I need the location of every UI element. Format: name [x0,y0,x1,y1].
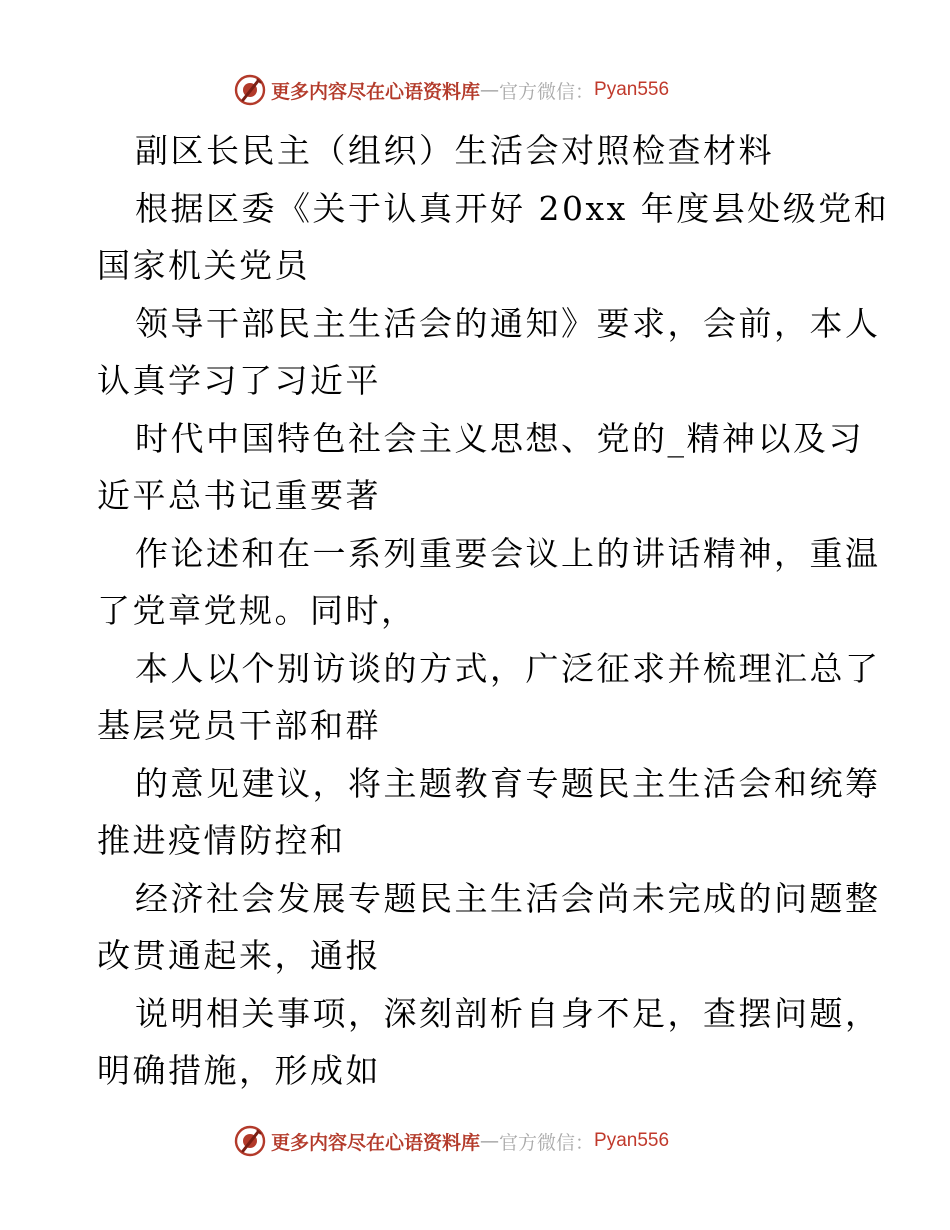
paragraph-line: 了党章党规。同时， [97,591,417,630]
watermark-separator: — [480,1130,500,1152]
paragraph-line: 的意见建议，将主题教育专题民主生活会和统筹 [135,763,881,803]
watermark-wechat-id: Pyan556 [594,79,670,100]
red-seal-logo-icon [233,73,267,107]
paragraph-line: 时代中国特色社会主义思想、党的_精神以及习 [135,418,864,458]
watermark-separator: — [480,79,500,101]
paragraph-line: 说明相关事项，深刻剖析自身不足，查摆问题， [135,993,881,1033]
paragraph-line: 作论述和在一系列重要会议上的讲话精神，重温 [135,533,881,573]
watermark-wechat-label: 官方微信： [499,80,595,103]
paragraph-line: 本人以个别访谈的方式，广泛征求并梳理汇总了 [135,648,881,688]
watermark-wechat-label: 官方微信： [499,1131,595,1154]
paragraph-line: 明确措施，形成如 [97,1051,381,1090]
paragraph-line: 认真学习了习近平 [97,361,381,400]
watermark-main-text: 更多内容尽在心语资料库 [271,80,481,103]
paragraph-line: 推进疫情防控和 [97,821,346,860]
paragraph-line: 国家机关党员 [97,246,310,285]
footer-watermark [233,1123,669,1159]
paragraph-line: 近平总书记重要著 [97,476,381,515]
paragraph-line: 根据区委《关于认真开好 20xx 年度县处级党和 [135,188,890,228]
document-title: 副区长民主（组织）生活会对照检查材料 [135,131,774,170]
paragraph-line: 改贯通起来，通报 [97,936,381,975]
header-watermark [233,72,669,108]
document-body [97,122,890,1100]
watermark-wechat-id: Pyan556 [594,1130,670,1151]
paragraph-line: 基层党员干部和群 [97,706,381,745]
watermark-main-text: 更多内容尽在心语资料库 [271,1131,481,1154]
paragraph-line: 领导干部民主生活会的通知》要求，会前，本人 [135,303,881,343]
paragraph-line: 经济社会发展专题民主生活会尚未完成的问题整 [135,878,881,918]
red-seal-logo-icon [233,1124,267,1158]
